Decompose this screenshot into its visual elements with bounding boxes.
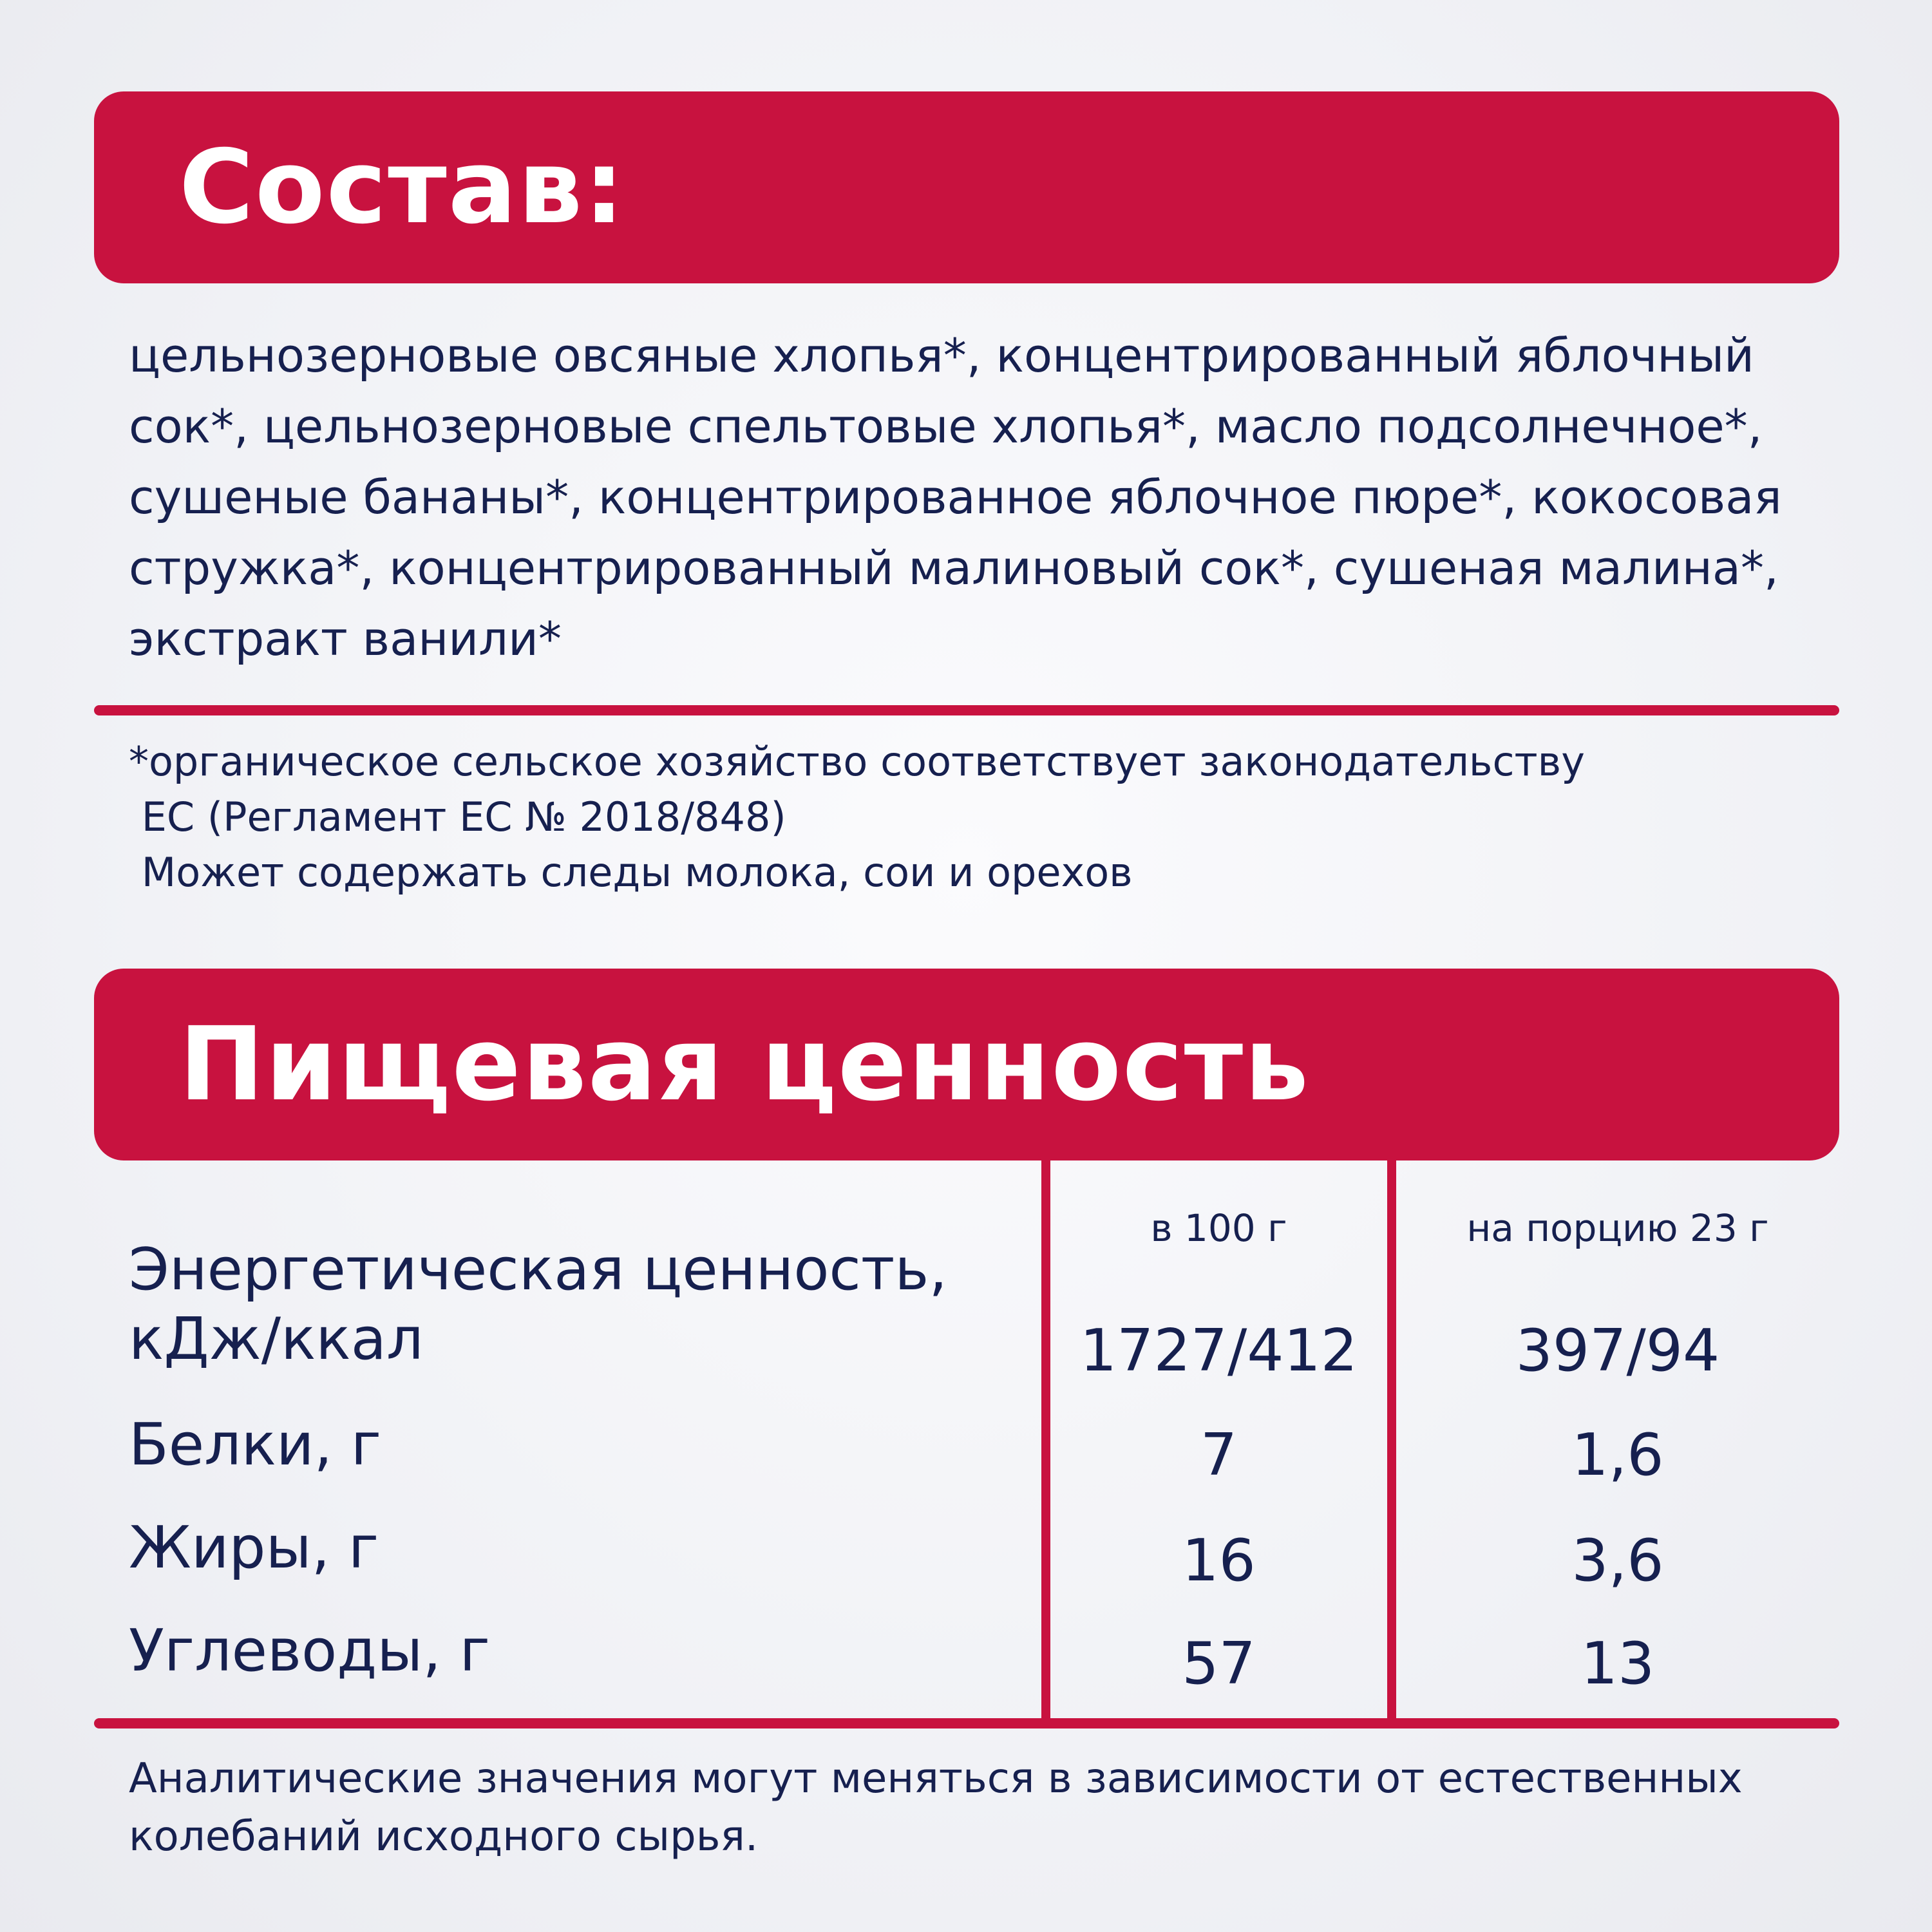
row-label-carbs: Углеводы, г <box>129 1617 490 1685</box>
cell-fat-per-portion: 3,6 <box>1571 1527 1664 1595</box>
nutrition-title: Пищевая ценность <box>179 1005 1311 1124</box>
footnote-line: ЕС (Регламент ЕС № 2018/848) <box>129 793 786 840</box>
divider-composition <box>94 705 1839 715</box>
table-column-divider <box>1041 1159 1050 1723</box>
composition-title: Состав: <box>179 128 626 247</box>
cell-protein-per-portion: 1,6 <box>1571 1421 1664 1489</box>
cell-protein-per-100g: 7 <box>1200 1421 1238 1489</box>
ingredients-text: цельнозерновые овсяные хлопья*, концентрированный яблочный сок*, цельнозерновые спельтовые хлопья*, масло подсолнечное*, сушеные бананы*, концентрированное яблочное пюре*, кокосовая стружка*, концентрированный малиновый сок*, сушеная малина*, экстракт ванили* <box>129 328 1782 666</box>
footnote-line: Может содержать следы молока, сои и орехов <box>129 849 1133 896</box>
cell-fat-per-100g: 16 <box>1182 1527 1256 1595</box>
row-label-protein: Белки, г <box>129 1411 381 1479</box>
cell-energy-per-portion: 397/94 <box>1515 1317 1720 1385</box>
divider-nutrition <box>94 1718 1839 1728</box>
composition-banner <box>94 91 1839 283</box>
cell-carbs-per-portion: 13 <box>1580 1630 1655 1698</box>
row-label-energy: Энергетическая ценность, кДж/ккал <box>129 1236 947 1373</box>
cell-carbs-per-100g: 57 <box>1182 1630 1256 1698</box>
cell-energy-per-100g: 1727/412 <box>1079 1317 1358 1385</box>
table-column-divider <box>1387 1159 1396 1723</box>
nutrition-banner <box>94 969 1839 1160</box>
column-header-per-100g: в 100 г <box>1150 1206 1287 1250</box>
row-label-fat: Жиры, г <box>129 1514 379 1582</box>
footnote-line: *органическое сельское хозяйство соответствует законодательству <box>129 738 1585 785</box>
column-header-per-portion: на порцию 23 г <box>1466 1206 1769 1250</box>
analytics-note: Аналитические значения могут меняться в зависимости от естественных колебаний исходного сырья. <box>129 1755 1743 1861</box>
organic-footnote <box>129 734 1829 900</box>
